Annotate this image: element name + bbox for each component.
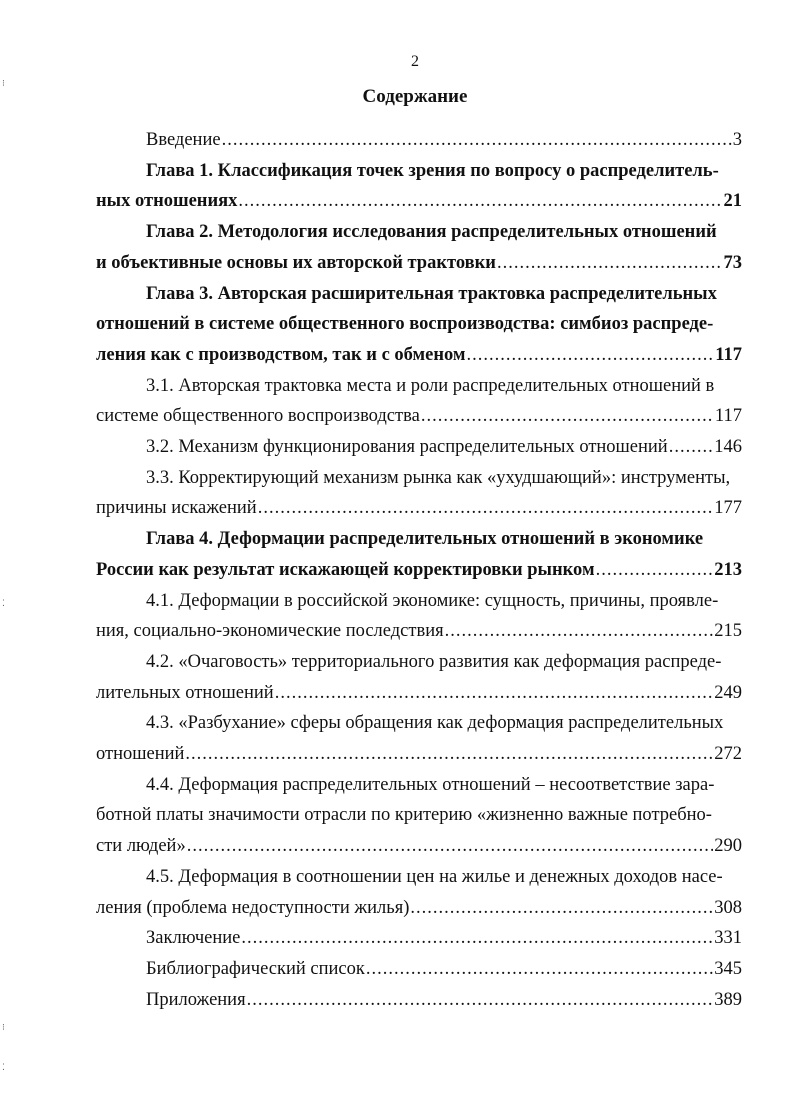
toc-entry-s3-2 xyxy=(96,432,742,463)
dot-leader xyxy=(247,985,714,1016)
toc-entry-bibliography xyxy=(96,954,742,985)
toc-entry-line: 4.3. «Разбухание» сферы обращения как деформация распределительных xyxy=(146,713,724,734)
toc-entry-title: ных отношениях xyxy=(96,191,238,212)
toc-entry-title: Библиографический список xyxy=(146,958,365,979)
toc-entry-line: Глава 4. Деформации распределительных отношений в экономике xyxy=(146,529,704,550)
toc-entry-line: отношений в системе общественного воспроизводства: симбиоз распреде- xyxy=(96,314,714,335)
toc-entry-line: ботной платы значимости отрасли по критерию «жизненно важные потребно- xyxy=(96,805,712,826)
toc-entry-line: 4.5. Деформация в соотношении цен на жилье и денежных доходов насе- xyxy=(146,866,723,887)
toc-entry-page: 3 xyxy=(732,130,742,150)
toc-entry-s4-1 xyxy=(96,586,742,647)
scan-artifact: ⁝ xyxy=(2,1022,5,1032)
toc-entry-title: Приложения xyxy=(146,989,246,1010)
toc-entry-s4-5 xyxy=(96,862,742,923)
scan-artifact: ⁚ xyxy=(2,598,5,608)
toc-entry-title: Заключение xyxy=(146,928,241,949)
toc-entry-line: 3.3. Корректирующий механизм рынка как «ухудшающий»: инструменты, xyxy=(146,467,731,488)
dot-leader xyxy=(467,340,715,371)
dot-leader xyxy=(222,125,732,156)
toc-entry-line: Глава 3. Авторская расширительная трактовка распределительных xyxy=(146,283,717,304)
dot-leader xyxy=(238,186,722,217)
toc-entry-last-line xyxy=(96,954,742,985)
dot-leader xyxy=(258,493,714,524)
toc-entry-ch4 xyxy=(96,524,742,585)
page-number: 2 xyxy=(411,53,419,70)
toc-entry-page: 308 xyxy=(714,897,742,918)
toc-entry-last-line xyxy=(96,493,742,524)
toc-entry-last-line xyxy=(96,340,742,371)
toc-entry-conclusion xyxy=(96,923,742,954)
dot-leader xyxy=(445,616,714,647)
toc-entry-line: 4.1. Деформации в российской экономике: сущность, причины, проявле- xyxy=(146,590,719,611)
scan-artifact: ⁝ xyxy=(2,78,5,88)
toc-entry-title: и объективные основы их авторской трактовки xyxy=(96,252,496,273)
table-of-contents xyxy=(96,125,742,1015)
toc-entry-title: ления как с производством, так и с обменом xyxy=(96,344,466,365)
toc-entry-page: 345 xyxy=(714,958,742,979)
toc-entry-page: 290 xyxy=(714,836,742,857)
toc-entry-last-line xyxy=(96,739,742,770)
toc-entry-title: сти людей» xyxy=(96,836,186,857)
toc-entry-s3-1 xyxy=(96,371,742,432)
toc-entry-title: Введение xyxy=(146,130,221,150)
page-title: Содержание xyxy=(362,86,468,107)
toc-entry-s3-3 xyxy=(96,463,742,524)
toc-entry-page: 389 xyxy=(714,989,742,1010)
toc-entry-last-line xyxy=(96,186,742,217)
toc-entry-last-line xyxy=(96,985,742,1016)
dot-leader xyxy=(275,678,714,709)
toc-entry-line: Глава 2. Методология исследования распределительных отношений xyxy=(146,222,717,243)
toc-entry-page: 146 xyxy=(714,437,742,458)
toc-entry-last-line xyxy=(96,248,742,279)
dot-leader xyxy=(669,432,714,463)
toc-entry-last-line xyxy=(96,616,742,647)
toc-entry-page: 272 xyxy=(714,744,742,765)
toc-entry-last-line xyxy=(96,401,742,432)
toc-entry-title: причины искажений xyxy=(96,498,257,519)
toc-entry-page: 73 xyxy=(723,252,742,273)
toc-entry-intro xyxy=(96,125,742,156)
dot-leader xyxy=(497,248,723,279)
dot-leader xyxy=(187,831,714,862)
toc-entry-title: отношений xyxy=(96,744,185,765)
toc-entry-title: лительных отношений xyxy=(96,682,274,703)
toc-entry-last-line xyxy=(96,555,742,586)
toc-entry-last-line xyxy=(96,678,742,709)
toc-entry-title: ния, социально-экономические последствия xyxy=(96,621,444,642)
toc-entry-s4-3 xyxy=(96,708,742,769)
dot-leader xyxy=(185,739,713,770)
toc-entry-line: 3.1. Авторская трактовка места и роли распределительных отношений в xyxy=(146,375,715,396)
toc-entry-line: 4.4. Деформация распределительных отношений – несоответствие зара- xyxy=(146,774,715,795)
toc-entry-page: 331 xyxy=(714,928,742,949)
toc-entry-title: системе общественного воспроизводства xyxy=(96,406,420,427)
toc-entry-page: 213 xyxy=(714,559,742,580)
toc-entry-page: 117 xyxy=(714,406,742,427)
toc-entry-last-line xyxy=(96,125,742,156)
toc-entry-line: Глава 1. Классификация точек зрения по вопросу о распределитель- xyxy=(146,160,719,181)
toc-entry-s4-2 xyxy=(96,647,742,708)
toc-entry-page: 21 xyxy=(723,191,742,212)
dot-leader xyxy=(410,893,713,924)
toc-entry-page: 249 xyxy=(714,682,742,703)
toc-entry-last-line xyxy=(96,432,742,463)
toc-entry-line: 4.2. «Очаговость» территориального развития как деформация распреде- xyxy=(146,651,722,672)
toc-entry-title: 3.2. Механизм функционирования распределительных отношений xyxy=(146,437,668,458)
toc-entry-page: 177 xyxy=(714,498,742,519)
toc-entry-title: России как результат искажающей корректировки рынком xyxy=(96,559,595,580)
toc-entry-appendices xyxy=(96,985,742,1016)
toc-entry-page: 215 xyxy=(714,621,742,642)
dot-leader xyxy=(421,401,714,432)
toc-entry-s4-4 xyxy=(96,770,742,862)
toc-entry-last-line xyxy=(96,893,742,924)
dot-leader xyxy=(241,923,713,954)
scan-artifact: ⁚ xyxy=(2,1062,5,1072)
toc-entry-ch3 xyxy=(96,279,742,371)
dot-leader xyxy=(366,954,713,985)
toc-entry-last-line xyxy=(96,923,742,954)
toc-entry-ch1 xyxy=(96,156,742,217)
dot-leader xyxy=(596,555,714,586)
toc-entry-ch2 xyxy=(96,217,742,278)
toc-entry-last-line xyxy=(96,831,742,862)
toc-entry-title: ления (проблема недоступности жилья) xyxy=(96,897,410,918)
toc-entry-page: 117 xyxy=(715,344,742,365)
